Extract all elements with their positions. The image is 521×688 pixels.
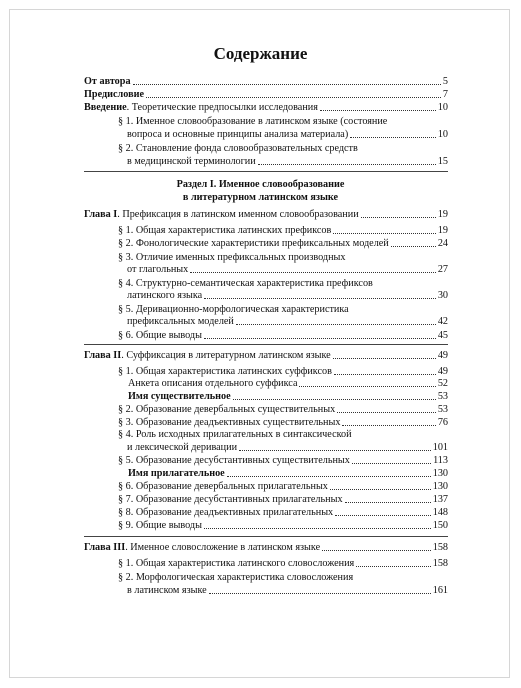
divider xyxy=(84,536,448,537)
toc-item-ch2-questionnaire[interactable]: Анкета описания отдельного суффикса 52 xyxy=(128,378,448,389)
toc-chapter-1[interactable]: Глава I. Префиксация в латинском именном словообразовании 19 xyxy=(84,209,448,220)
toc-item-ch1-2[interactable]: § 2. Фонологические характеристики префиксальных моделей 24 xyxy=(118,238,448,249)
toc-item-ch2-3[interactable]: § 3. Образование деадъективных существительных 76 xyxy=(118,417,448,428)
toc-item-ch2-5[interactable]: § 5. Образование десубстантивных существительных 113 xyxy=(118,455,448,466)
toc-item-ch1-3[interactable]: от глагольных 27 xyxy=(127,264,448,275)
toc-item-line: § 4. Структурно-семантическая характеристика префиксов xyxy=(118,278,373,289)
toc-item-line: § 2. Становление фонда словообразовательных средств xyxy=(118,143,358,154)
toc-item-intro-1[interactable]: вопроса и основные принципы анализа материала) 10 xyxy=(127,129,448,140)
toc-chapter-2[interactable]: Глава II. Суффиксация в литературном латинском языке 49 xyxy=(84,350,448,361)
toc-item-line: § 5. Деривационно-морфологическая характеристика xyxy=(118,304,349,315)
toc-item-line: § 1. Именное словообразование в латинском языке (состояние xyxy=(118,116,388,127)
toc-entry-author[interactable]: От автора 5 xyxy=(84,76,448,87)
toc-item-ch2-9[interactable]: § 9. Общие выводы 150 xyxy=(118,520,448,531)
toc-item-ch2-noun[interactable]: Имя существительное 53 xyxy=(128,391,448,402)
page-title: Содержание xyxy=(213,44,308,63)
divider xyxy=(84,171,448,172)
toc-item-ch2-2[interactable]: § 2. Образование девербальных существительных 53 xyxy=(118,404,448,415)
toc-item-line: § 2. Морфологическая характеристика словосложения xyxy=(118,572,354,583)
toc-item-ch2-1[interactable]: § 1. Общая характеристика латинских суффиксов 49 xyxy=(118,366,448,377)
toc-item-ch2-4[interactable]: и лексической деривации 101 xyxy=(127,442,448,453)
toc-item-line: § 4. Роль исходных прилагательных в синтаксической xyxy=(118,429,352,440)
toc-item-ch1-5[interactable]: префиксальных моделей 42 xyxy=(127,316,448,327)
section-heading: в литературном латинском языке xyxy=(182,192,339,203)
toc-item-ch1-4[interactable]: латинского языка 30 xyxy=(127,290,448,301)
section-heading: Раздел I. Именное словообразование xyxy=(176,179,345,190)
toc-item-ch2-adjective[interactable]: Имя прилагательное 130 xyxy=(128,468,448,479)
toc-chapter-3[interactable]: Глава III. Именное словосложение в латинском языке 158 xyxy=(84,542,448,553)
toc-item-ch3-2[interactable]: в латинском языке 161 xyxy=(127,585,448,596)
toc-item-ch2-6[interactable]: § 6. Образование девербальных прилагательных 130 xyxy=(118,481,448,492)
toc-item-line: § 3. Отличие именных префиксальных производных xyxy=(118,252,346,263)
toc-item-ch3-1[interactable]: § 1. Общая характеристика латинского словосложения 158 xyxy=(118,558,448,569)
toc-item-ch2-8[interactable]: § 8. Образование деадъективных прилагательных 148 xyxy=(118,507,448,518)
toc-item-intro-2[interactable]: в медицинской терминологии 15 xyxy=(127,156,448,167)
toc-item-ch2-7[interactable]: § 7. Образование десубстантивных прилагательных 137 xyxy=(118,494,448,505)
toc-item-ch1-1[interactable]: § 1. Общая характеристика латинских префиксов 19 xyxy=(118,225,448,236)
divider xyxy=(84,344,448,345)
toc-entry-introduction[interactable]: Введение. Теоретические предпосылки исследования 10 xyxy=(84,102,448,113)
toc-entry-preface[interactable]: Предисловие 7 xyxy=(84,89,448,100)
toc-item-ch1-6[interactable]: § 6. Общие выводы 45 xyxy=(118,330,448,341)
